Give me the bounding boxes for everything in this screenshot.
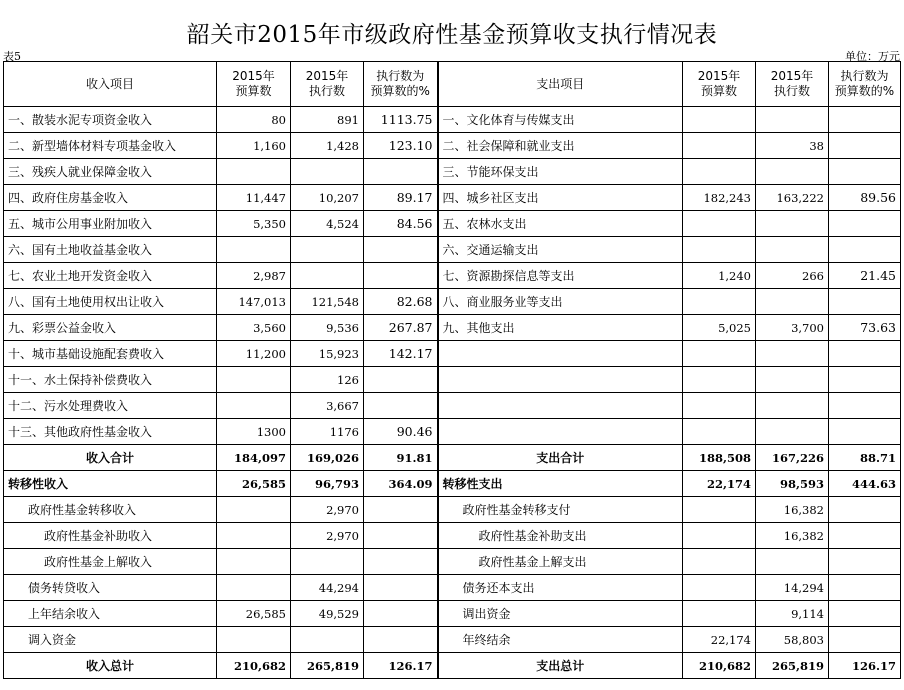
value-cell: 891 [291, 107, 364, 133]
income-item: 转移性收入 [4, 471, 217, 497]
expense-item: 五、农林水支出 [438, 211, 683, 237]
value-cell: 364.09 [364, 471, 438, 497]
value-cell: 3,700 [756, 315, 829, 341]
income-item: 三、残疾人就业保障金收入 [4, 159, 217, 185]
value-cell [364, 367, 438, 393]
value-cell [829, 627, 901, 653]
value-cell: 266 [756, 263, 829, 289]
value-cell: 82.68 [364, 289, 438, 315]
income-item: 政府性基金转移收入 [4, 497, 217, 523]
expense-item [438, 341, 683, 367]
table-row [4, 133, 901, 159]
value-cell: 14,294 [756, 575, 829, 601]
income-item: 四、政府住房基金收入 [4, 185, 217, 211]
value-cell: 169,026 [291, 445, 364, 471]
table-row [4, 159, 901, 185]
value-cell [829, 419, 901, 445]
value-cell [756, 211, 829, 237]
value-cell: 9,114 [756, 601, 829, 627]
value-cell [829, 601, 901, 627]
income-item: 五、城市公用事业附加收入 [4, 211, 217, 237]
table-row [4, 367, 901, 393]
table-row [4, 211, 901, 237]
value-cell [829, 341, 901, 367]
value-cell: 88.71 [829, 445, 901, 471]
header-cell: 2015年 预算数 [683, 62, 756, 107]
table-row [4, 523, 901, 549]
expense-item: 支出合计 [438, 445, 683, 471]
header-cell: 2015年 执行数 [756, 62, 829, 107]
value-cell [829, 133, 901, 159]
value-cell: 5,350 [217, 211, 291, 237]
value-cell: 84.56 [364, 211, 438, 237]
value-cell: 3,560 [217, 315, 291, 341]
value-cell [756, 549, 829, 575]
table-row [4, 185, 901, 211]
value-cell: 11,447 [217, 185, 291, 211]
table-row [4, 419, 901, 445]
value-cell [756, 237, 829, 263]
value-cell [364, 575, 438, 601]
value-cell [217, 497, 291, 523]
income-item: 八、国有土地使用权出让收入 [4, 289, 217, 315]
income-item: 上年结余收入 [4, 601, 217, 627]
table-row [4, 549, 901, 575]
value-cell [217, 237, 291, 263]
value-cell: 126.17 [364, 653, 438, 679]
value-cell: 267.87 [364, 315, 438, 341]
value-cell: 123.10 [364, 133, 438, 159]
value-cell: 444.63 [829, 471, 901, 497]
value-cell: 188,508 [683, 445, 756, 471]
income-item: 政府性基金上解收入 [4, 549, 217, 575]
value-cell: 16,382 [756, 523, 829, 549]
income-item: 收入合计 [4, 445, 217, 471]
value-cell [364, 263, 438, 289]
value-cell [829, 393, 901, 419]
table-row [4, 263, 901, 289]
value-cell: 126.17 [829, 653, 901, 679]
value-cell [364, 497, 438, 523]
value-cell: 184,097 [217, 445, 291, 471]
value-cell [756, 341, 829, 367]
value-cell [683, 601, 756, 627]
value-cell: 90.46 [364, 419, 438, 445]
value-cell [683, 211, 756, 237]
expense-item: 政府性基金补助支出 [438, 523, 683, 549]
value-cell: 73.63 [829, 315, 901, 341]
table-row [4, 107, 901, 133]
value-cell [756, 393, 829, 419]
value-cell: 58,803 [756, 627, 829, 653]
value-cell [829, 575, 901, 601]
income-item: 收入总计 [4, 653, 217, 679]
income-item: 六、国有土地收益基金收入 [4, 237, 217, 263]
income-item: 十三、其他政府性基金收入 [4, 419, 217, 445]
value-cell [364, 549, 438, 575]
value-cell [291, 159, 364, 185]
value-cell: 4,524 [291, 211, 364, 237]
value-cell [291, 549, 364, 575]
expense-item: 一、文化体育与传媒支出 [438, 107, 683, 133]
income-item: 一、散装水泥专项资金收入 [4, 107, 217, 133]
value-cell [829, 497, 901, 523]
value-cell: 182,243 [683, 185, 756, 211]
income-item: 九、彩票公益金收入 [4, 315, 217, 341]
value-cell: 1,240 [683, 263, 756, 289]
value-cell [829, 523, 901, 549]
table-row [4, 471, 901, 497]
income-item: 十一、水土保持补偿费收入 [4, 367, 217, 393]
header-cell: 2015年 执行数 [291, 62, 364, 107]
value-cell: 3,667 [291, 393, 364, 419]
value-cell [829, 549, 901, 575]
value-cell: 26,585 [217, 471, 291, 497]
value-cell [683, 497, 756, 523]
table-row [4, 497, 901, 523]
header-row [4, 62, 901, 107]
value-cell: 1176 [291, 419, 364, 445]
table-row [4, 341, 901, 367]
value-cell: 38 [756, 133, 829, 159]
value-cell: 22,174 [683, 471, 756, 497]
value-cell [291, 237, 364, 263]
value-cell: 22,174 [683, 627, 756, 653]
expense-item: 政府性基金转移支付 [438, 497, 683, 523]
value-cell [683, 159, 756, 185]
value-cell [364, 601, 438, 627]
value-cell [217, 549, 291, 575]
value-cell: 10,207 [291, 185, 364, 211]
unit-label: 单位：万元 [845, 50, 900, 63]
value-cell: 1113.75 [364, 107, 438, 133]
value-cell: 1300 [217, 419, 291, 445]
expense-item: 支出总计 [438, 653, 683, 679]
value-cell: 142.17 [364, 341, 438, 367]
value-cell [829, 237, 901, 263]
expense-item [438, 419, 683, 445]
expense-item [438, 367, 683, 393]
value-cell: 210,682 [683, 653, 756, 679]
value-cell: 91.81 [364, 445, 438, 471]
value-cell [756, 419, 829, 445]
value-cell: 21.45 [829, 263, 901, 289]
value-cell [756, 367, 829, 393]
value-cell [829, 289, 901, 315]
value-cell [683, 107, 756, 133]
value-cell: 15,923 [291, 341, 364, 367]
expense-item [438, 393, 683, 419]
value-cell [683, 419, 756, 445]
value-cell: 1,160 [217, 133, 291, 159]
value-cell [217, 575, 291, 601]
value-cell [217, 627, 291, 653]
header-cell: 执行数为 预算数的% [829, 62, 901, 107]
header-cell: 2015年 预算数 [217, 62, 291, 107]
value-cell [683, 133, 756, 159]
value-cell [217, 523, 291, 549]
header-cell: 支出项目 [438, 62, 683, 107]
value-cell: 44,294 [291, 575, 364, 601]
value-cell [756, 289, 829, 315]
value-cell [364, 393, 438, 419]
expense-item: 八、商业服务业等支出 [438, 289, 683, 315]
value-cell: 167,226 [756, 445, 829, 471]
value-cell: 126 [291, 367, 364, 393]
table-row [4, 237, 901, 263]
expense-item: 七、资源勘探信息等支出 [438, 263, 683, 289]
table-number: 表5 [3, 50, 21, 63]
expense-item: 政府性基金上解支出 [438, 549, 683, 575]
table-row [4, 393, 901, 419]
value-cell [364, 523, 438, 549]
value-cell [683, 341, 756, 367]
value-cell: 1,428 [291, 133, 364, 159]
expense-item: 四、城乡社区支出 [438, 185, 683, 211]
expense-item: 二、社会保障和就业支出 [438, 133, 683, 159]
page-title: 韶关市2015年市级政府性基金预算收支执行情况表 [186, 22, 718, 48]
value-cell [756, 159, 829, 185]
value-cell: 80 [217, 107, 291, 133]
income-item: 政府性基金补助收入 [4, 523, 217, 549]
value-cell [364, 237, 438, 263]
value-cell [364, 627, 438, 653]
value-cell [217, 159, 291, 185]
table-row [4, 653, 901, 679]
value-cell: 147,013 [217, 289, 291, 315]
header-cell: 收入项目 [4, 62, 217, 107]
table-row [4, 289, 901, 315]
value-cell: 16,382 [756, 497, 829, 523]
table-row [4, 601, 901, 627]
expense-item: 九、其他支出 [438, 315, 683, 341]
value-cell: 98,593 [756, 471, 829, 497]
value-cell [364, 159, 438, 185]
value-cell: 2,987 [217, 263, 291, 289]
value-cell: 163,222 [756, 185, 829, 211]
value-cell [217, 367, 291, 393]
value-cell: 11,200 [217, 341, 291, 367]
income-item: 债务转贷收入 [4, 575, 217, 601]
value-cell [829, 159, 901, 185]
expense-item: 债务还本支出 [438, 575, 683, 601]
value-cell [683, 549, 756, 575]
table-row [4, 627, 901, 653]
value-cell [217, 393, 291, 419]
table-row [4, 575, 901, 601]
income-item: 十、城市基础设施配套费收入 [4, 341, 217, 367]
value-cell: 49,529 [291, 601, 364, 627]
expense-item: 调出资金 [438, 601, 683, 627]
value-cell: 26,585 [217, 601, 291, 627]
value-cell [683, 523, 756, 549]
income-item: 七、农业土地开发资金收入 [4, 263, 217, 289]
value-cell: 210,682 [217, 653, 291, 679]
value-cell [829, 107, 901, 133]
value-cell: 2,970 [291, 497, 364, 523]
value-cell [829, 367, 901, 393]
value-cell: 9,536 [291, 315, 364, 341]
value-cell: 265,819 [756, 653, 829, 679]
header-cell: 执行数为 预算数的% [364, 62, 438, 107]
value-cell [756, 107, 829, 133]
value-cell: 96,793 [291, 471, 364, 497]
value-cell [683, 289, 756, 315]
value-cell: 89.17 [364, 185, 438, 211]
value-cell [683, 393, 756, 419]
value-cell: 265,819 [291, 653, 364, 679]
value-cell [683, 367, 756, 393]
budget-table [3, 61, 901, 679]
table-row [4, 445, 901, 471]
expense-item: 三、节能环保支出 [438, 159, 683, 185]
table-row [4, 315, 901, 341]
income-item: 二、新型墙体材料专项基金收入 [4, 133, 217, 159]
value-cell [291, 627, 364, 653]
income-item: 十二、污水处理费收入 [4, 393, 217, 419]
value-cell: 2,970 [291, 523, 364, 549]
income-item: 调入资金 [4, 627, 217, 653]
value-cell: 5,025 [683, 315, 756, 341]
expense-item: 转移性支出 [438, 471, 683, 497]
value-cell [683, 575, 756, 601]
expense-item: 年终结余 [438, 627, 683, 653]
value-cell [291, 263, 364, 289]
expense-item: 六、交通运输支出 [438, 237, 683, 263]
value-cell [829, 211, 901, 237]
value-cell [683, 237, 756, 263]
value-cell: 89.56 [829, 185, 901, 211]
value-cell: 121,548 [291, 289, 364, 315]
